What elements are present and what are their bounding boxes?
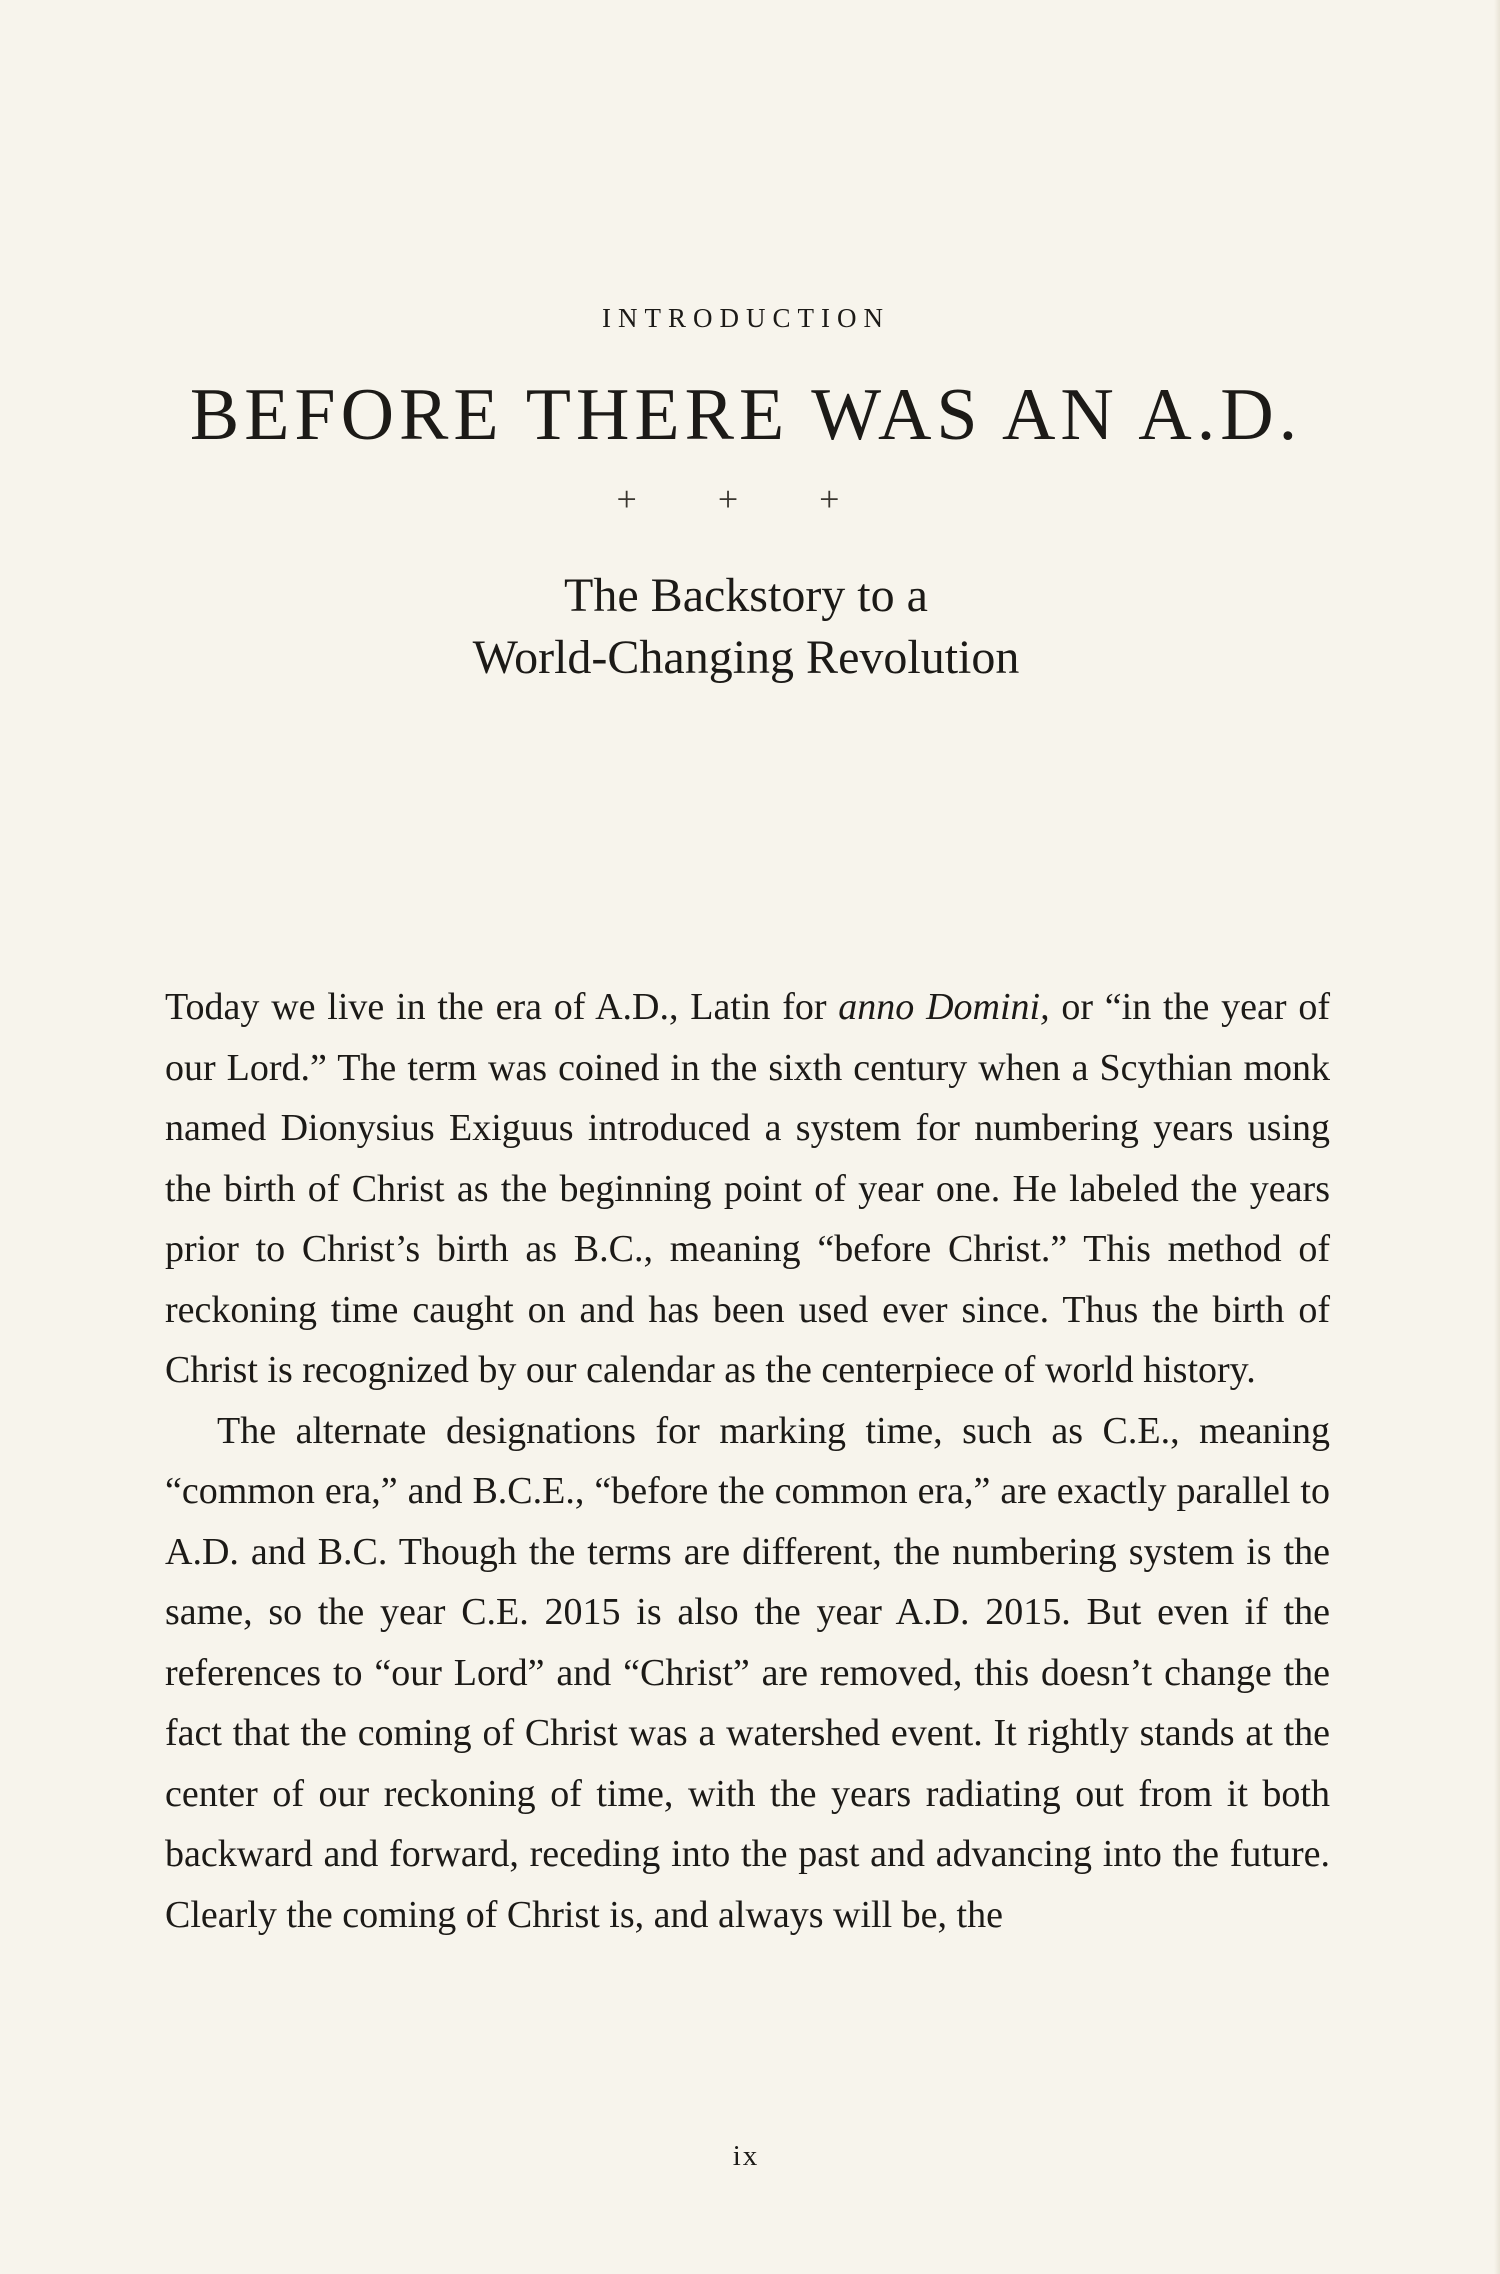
page-number: ix <box>732 2140 760 2172</box>
page-edge-shadow <box>1494 0 1500 2274</box>
body-text <box>165 977 1330 1945</box>
paragraph-1 <box>165 977 1330 1401</box>
chapter-subtitle <box>0 565 1492 689</box>
chapter-title: BEFORE THERE WAS AN A.D. <box>189 374 1303 456</box>
paragraph-1-rest: or “in the year of our Lord.” The term was coined in the sixth century when a Scythian monk named Dionysius Exiguus introduced a system for numbering years using the birth of Christ as the beginning point of year one. He labeled the years prior to Christ’s birth as B.C., meaning “before Christ.” This method of reckoning time caught on and has been used ever since. Thus the birth of Christ is recognized by our calendar as the centerpiece of world history. <box>165 986 1331 1391</box>
paragraph-1-italic: anno Domini, <box>838 986 1050 1028</box>
subtitle-line-1: The Backstory to a <box>564 569 928 622</box>
cross-ornament: + + + <box>616 479 876 519</box>
paragraph-2: The alternate designations for marking time, such as C.E., meaning “common era,” and B.C.E., “before the common era,” are exactly parallel to A.D. and B.C. Though the terms are different, the numbering system is the same, so the year C.E. 2015 is also the year A.D. 2015. But even if the references to “our Lord” and “Christ” are removed, this doesn’t change the fact that the coming of Christ was a watershed event. It rightly stands at the center of our reckoning of time, with the years radiating out from it both backward and forward, receding into the past and advancing into the future. Clearly the coming of Christ is, and always will be, the <box>165 1409 1330 1936</box>
paragraph-1-lead: Today we live in the era of A.D., Latin for <box>165 986 839 1028</box>
subtitle-line-2: World-Changing Revolution <box>472 631 1020 684</box>
chapter-kicker: INTRODUCTION <box>602 303 890 333</box>
